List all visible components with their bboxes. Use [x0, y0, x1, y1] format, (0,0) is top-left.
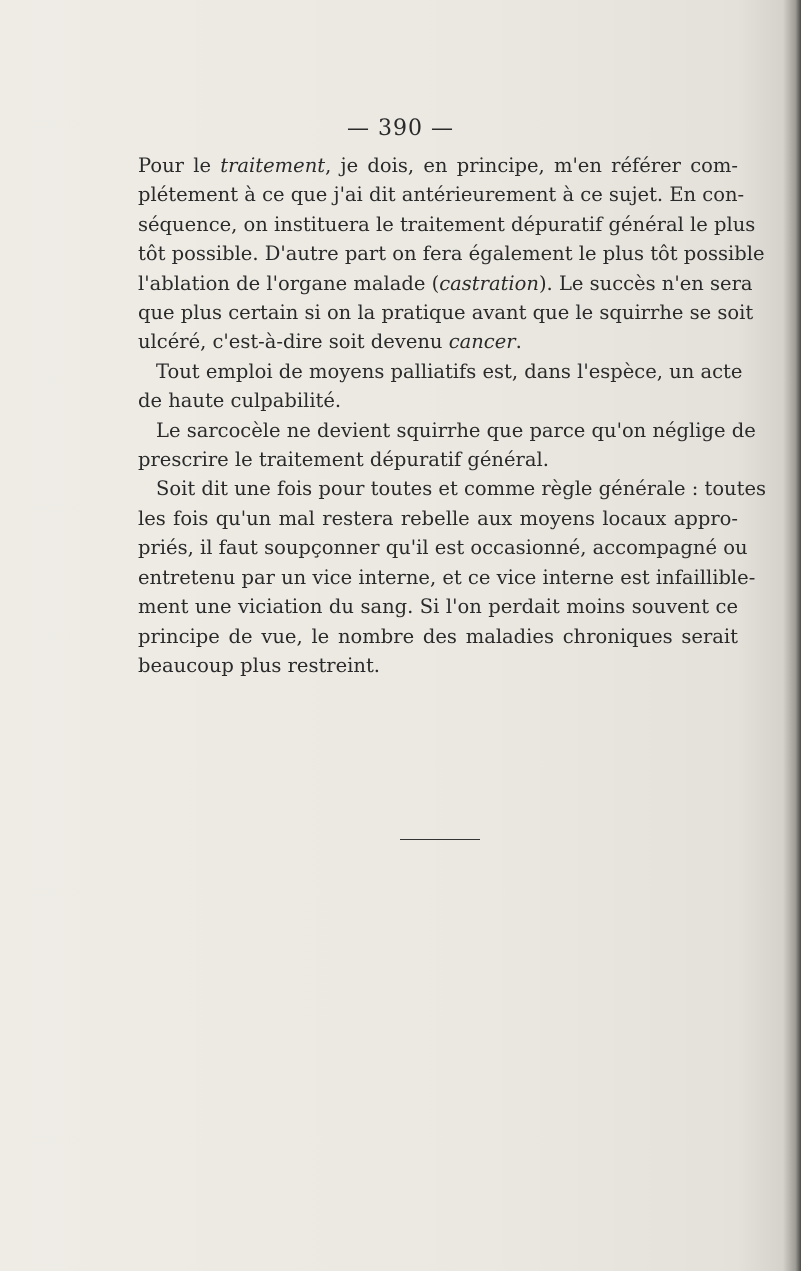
text-line: entretenu par un vice interne, et ce vice interne est infaillible-: [138, 565, 756, 589]
text-line: plétement à ce que j'ai dit antérieurement à ce sujet. En con-: [138, 183, 745, 207]
text-line: Pour le traitement, je dois, en principe, m'en référer com-: [138, 154, 738, 177]
text-line: tôt possible. D'autre part on fera également le plus tôt possible: [138, 242, 765, 266]
text-line: l'ablation de l'organe malade (castration). Le succès n'en sera: [138, 271, 753, 295]
text-line: prescrire le traitement dépuratif général.: [138, 448, 549, 472]
text-line: séquence, on instituera le traitement dépuratif général le plus: [138, 212, 756, 236]
page-number-header: — 390 —: [347, 116, 454, 141]
text-line: les fois qu'un mal restera rebelle aux moyens locaux appro-: [138, 506, 738, 530]
binding-shadow: [783, 0, 801, 1271]
body-text: [138, 151, 767, 680]
text-line: Soit dit une fois pour toutes et comme règle générale : toutes: [156, 477, 767, 501]
text-line: principe de vue, le nombre des maladies chroniques serait: [138, 624, 738, 648]
text-line: priés, il faut soupçonner qu'il est occasionné, accompagné ou: [138, 536, 748, 560]
section-divider: [400, 839, 480, 840]
text-line: ulcéré, c'est-à-dire soit devenu cancer.: [138, 330, 522, 354]
text-line: Tout emploi de moyens palliatifs est, dans l'espèce, un acte: [156, 359, 743, 383]
text-line: ment une viciation du sang. Si l'on perdait moins souvent ce: [138, 595, 738, 619]
text-line: Le sarcocèle ne devient squirrhe que parce qu'on néglige de: [156, 418, 756, 442]
text-line: beaucoup plus restreint.: [138, 653, 380, 677]
text-line: de haute culpabilité.: [138, 389, 342, 413]
text-line: que plus certain si on la pratique avant que le squirrhe se soit: [138, 301, 754, 325]
